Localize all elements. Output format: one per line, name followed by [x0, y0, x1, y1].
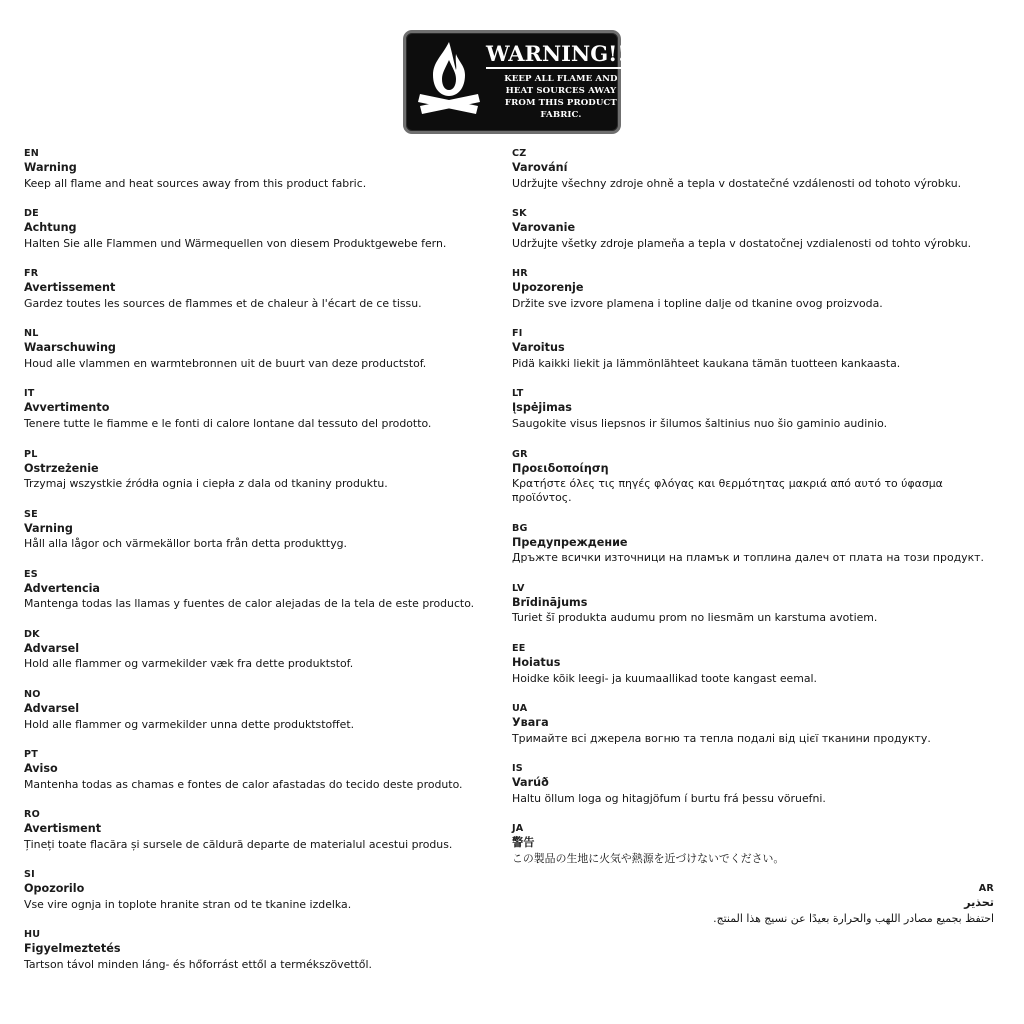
translations-column-left	[0, 148, 512, 990]
translation-entry-hu	[24, 929, 500, 972]
translations-columns	[0, 148, 1024, 990]
warning-word: Figyelmeztetés	[24, 942, 121, 956]
warning-word: Varovanie	[512, 221, 576, 235]
translation-entry-pl	[24, 449, 500, 492]
language-code: IS	[512, 763, 523, 775]
language-code: JA	[512, 823, 524, 835]
language-code: NL	[24, 328, 39, 340]
warning-sentence: احتفظ بجميع مصادر اللهب والحرارة بعيدًا عن نسيج هذا المنتج.	[713, 912, 994, 926]
language-code: FI	[512, 328, 523, 340]
translation-entry-it	[24, 388, 500, 431]
campfire-flame-icon	[412, 36, 486, 128]
language-code: EN	[24, 148, 39, 159]
warning-word: Varúð	[512, 776, 549, 790]
warning-word: Увага	[512, 716, 549, 730]
warning-word: Ostrzeżenie	[24, 461, 99, 475]
warning-sentence: Hold alle flammer og varmekilder unna dette produktstoffet.	[24, 717, 355, 731]
warning-word: Varoitus	[512, 341, 565, 355]
warning-sentence: Тримайте всі джерела вогню та тепла подалі від цієї тканини продукту.	[512, 731, 931, 745]
translation-entry-si	[24, 869, 500, 912]
translation-entry-gr	[512, 449, 994, 506]
translation-entry-lt	[512, 388, 994, 431]
warning-sentence: Tartson távol minden láng- és hőforrást ettől a termékszövettől.	[24, 957, 372, 971]
language-code: BG	[512, 522, 528, 534]
warning-sentence: Tenere tutte le fiamme e le fonti di calore lontane dal tessuto del prodotto.	[24, 416, 432, 430]
warning-sentence: Haltu öllum loga og hitagjöfum í burtu frá þessu vöruefni.	[512, 791, 826, 805]
warning-sentence: Halten Sie alle Flammen und Wärmequellen von diesem Produktgewebe fern.	[24, 236, 447, 250]
language-code: IT	[24, 388, 35, 400]
language-code: GR	[512, 448, 528, 460]
warning-word: 警告	[512, 836, 535, 850]
warning-sentence: Turiet šī produkta audumu prom no liesmām un karstuma avotiem.	[512, 611, 878, 625]
language-code: RO	[24, 809, 40, 821]
warning-sentence: Držite sve izvore plamena i topline dalje od tkanine ovog proizvoda.	[512, 296, 883, 310]
warning-word: Предупреждение	[512, 535, 628, 549]
warning-word: Brīdinājums	[512, 595, 588, 609]
translation-entry-fr	[24, 268, 500, 311]
warning-sentence: Hoidke kõik leegi- ja kuumaallikad toote kangast eemal.	[512, 671, 818, 685]
language-code: CZ	[512, 148, 527, 159]
translation-entry-es	[24, 569, 500, 612]
translation-entry-en	[24, 148, 500, 191]
language-code: LV	[512, 582, 525, 594]
warning-sentence: Udržujte všechny zdroje ohně a tepla v dostatečné vzdálenosti od tohoto výrobku.	[512, 176, 962, 190]
translations-column-right	[512, 148, 1024, 990]
warning-sentence: Vse vire ognja in toplote hranite stran od te tkanine izdelka.	[24, 897, 352, 911]
warning-sentence: Дръжте всички източници на пламък и топлина далеч от плата на този продукт.	[512, 551, 984, 565]
warning-sentence: Saugokite visus liepsnos ir šilumos šaltinius nuo šio gaminio audinio.	[512, 416, 888, 430]
translation-entry-bg	[512, 523, 994, 566]
language-code: UA	[512, 703, 528, 715]
warning-word: Advertencia	[24, 581, 100, 595]
warning-word: Avertisment	[24, 822, 102, 836]
warning-body-line-3: FROM THIS PRODUCT	[504, 98, 617, 109]
translation-entry-ar	[512, 883, 994, 926]
warning-sentence: Hold alle flammer og varmekilder væk fra dette produktstof.	[24, 657, 354, 671]
warning-body	[486, 73, 636, 122]
warning-sentence: Gardez toutes les sources de flammes et de chaleur à l'écart de ce tissu.	[24, 296, 422, 310]
warning-word: Opozorilo	[24, 882, 85, 896]
warning-word: Avvertimento	[24, 401, 110, 415]
warning-word: Προειδοποίηση	[512, 461, 609, 475]
warning-word: Upozorenje	[512, 281, 584, 295]
language-code: SE	[24, 508, 38, 520]
language-code: PL	[24, 448, 38, 460]
language-code: FR	[24, 268, 39, 280]
translation-entry-ee	[512, 643, 994, 686]
translation-entry-pt	[24, 749, 500, 792]
warning-label-container	[0, 0, 1024, 134]
translation-entry-fi	[512, 328, 994, 371]
translation-entry-cz	[512, 148, 994, 191]
warning-sentence: この製品の生地に火気や熱源を近づけないでください。	[512, 851, 785, 865]
warning-word: Aviso	[24, 762, 58, 776]
language-code: HU	[24, 929, 41, 941]
language-code: NO	[24, 688, 41, 700]
warning-sentence: Udržujte všetky zdroje plameňa a tepla v dostatočnej vzdialenosti od tohto výrobku.	[512, 236, 972, 250]
translation-entry-ua	[512, 703, 994, 746]
translation-entry-ja	[512, 823, 994, 866]
warning-sentence: Håll alla lågor och värmekällor borta från detta produkttyg.	[24, 537, 348, 551]
language-code: DE	[24, 208, 39, 220]
warning-word: Waarschuwing	[24, 341, 116, 355]
warning-sentence: Trzymaj wszystkie źródła ognia i ciepła z dala od tkaniny produktu.	[24, 477, 388, 491]
translation-entry-ro	[24, 809, 500, 852]
language-code: ES	[24, 568, 38, 580]
translation-entry-nl	[24, 328, 500, 371]
warning-body-line-1: KEEP ALL FLAME AND	[504, 73, 618, 84]
translation-entry-no	[24, 689, 500, 732]
warning-word: Advarsel	[24, 641, 80, 655]
translation-entry-de	[24, 208, 500, 251]
translation-entry-lv	[512, 583, 994, 626]
warning-word: Hoiatus	[512, 656, 561, 670]
warning-label-text	[486, 40, 638, 122]
warning-word: Varování	[512, 160, 568, 174]
warning-word: Warning	[24, 160, 77, 174]
warning-sentence: Houd alle vlammen en warmtebronnen uit de buurt van deze productstof.	[24, 356, 427, 370]
warning-word: Advarsel	[24, 701, 80, 715]
language-code: HR	[512, 268, 528, 280]
warning-sentence: Keep all flame and heat sources away from this product fabric.	[24, 176, 367, 190]
warning-sentence: Mantenha todas as chamas e fontes de calor afastadas do tecido deste produto.	[24, 777, 463, 791]
language-code: LT	[512, 388, 524, 400]
language-code: AR	[978, 883, 994, 895]
translation-entry-se	[24, 509, 500, 552]
warning-title: WARNING!!!	[486, 43, 636, 69]
warning-sentence: Țineți toate flacăra și sursele de căldură departe de materialul acestui produs.	[24, 837, 453, 851]
warning-body-line-2: HEAT SOURCES AWAY	[505, 85, 617, 96]
warning-sentence: Κρατήστε όλες τις πηγές φλόγας και θερμότητας μακριά από αυτό το ύφασμα προϊόντος.	[512, 477, 943, 505]
language-code: DK	[24, 628, 40, 640]
translation-entry-dk	[24, 629, 500, 672]
warning-sentence: Pidä kaikki liekit ja lämmönlähteet kaukana tämän tuotteen kankaasta.	[512, 356, 901, 370]
warning-label	[403, 30, 636, 134]
warning-word: Varning	[24, 521, 73, 535]
warning-sentence: Mantenga todas las llamas y fuentes de calor alejadas de la tela de este producto.	[24, 597, 475, 611]
warning-word: Įspėjimas	[512, 401, 572, 415]
language-code: EE	[512, 643, 526, 655]
language-code: SK	[512, 208, 527, 220]
language-code: PT	[24, 749, 38, 761]
warning-body-line-4: FABRIC.	[540, 110, 582, 121]
translation-entry-hr	[512, 268, 994, 311]
translation-entry-sk	[512, 208, 994, 251]
translation-entry-is	[512, 763, 994, 806]
warning-word: تحذير	[964, 896, 994, 910]
language-code: SI	[24, 869, 35, 881]
warning-word: Achtung	[24, 221, 77, 235]
warning-word: Avertissement	[24, 281, 116, 295]
